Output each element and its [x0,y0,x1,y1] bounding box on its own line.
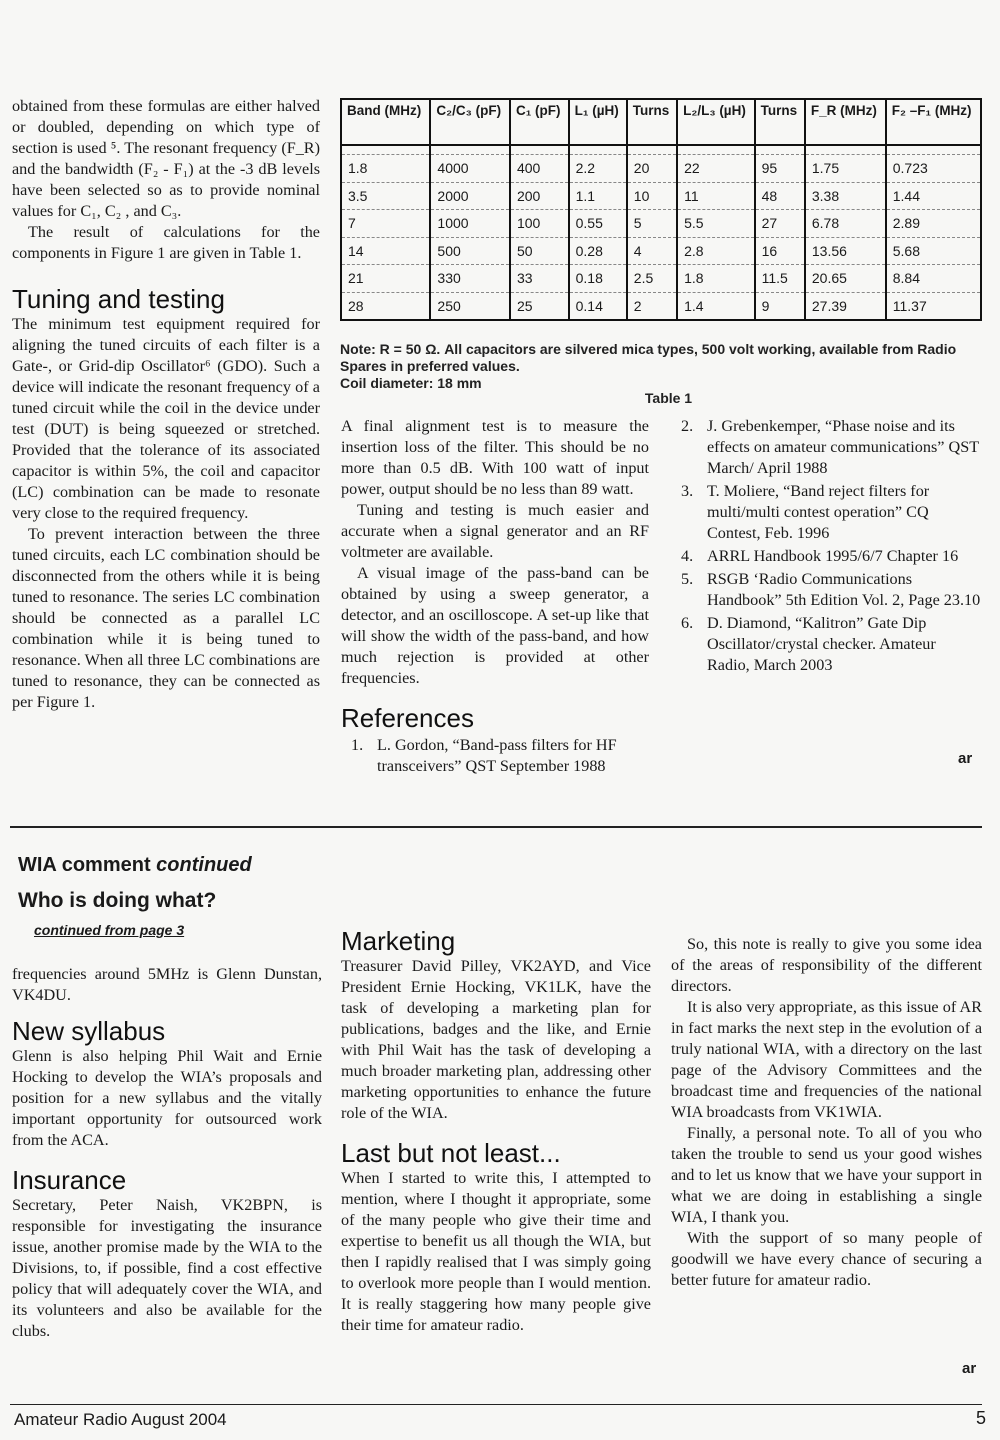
footer-magazine: Amateur Radio August 2004 [14,1410,227,1429]
table-cell: 48 [755,182,805,210]
table-cell: 33 [510,265,569,293]
reference-item [681,481,981,544]
table-cell: 1000 [430,210,510,238]
wia-end-mark: ar [962,1360,977,1377]
header-l2-l3: L₂/L₃ (µH) [677,99,755,145]
syllabus-paragraph: Glenn is also helping Phil Wait and Ernie Hocking to develop the WIA’s proposals and position for a new syllabus and the vitally important opportunity for outsourced work from the ACA. [12,1047,322,1149]
table-cell: 0.723 [886,155,981,183]
table-cell: 50 [510,237,569,265]
heading-insurance: Insurance [12,1165,127,1195]
tuning-paragraph-2: To prevent interaction between the three tuned circuits, each LC combination should be disconnected from the others while it is being tuned to resonance. The series LC combination should be connected as a parallel LC combination while it is being tuned to resonance. When all three LC combinations are tuned to resonance, they can be connected as per Figure 1. [12,525,320,711]
lower-right-column [671,934,982,1291]
table-cell: 0.28 [569,237,627,265]
table-cell: 5.68 [886,237,981,265]
table-cell: 27 [755,210,805,238]
table-cell: 250 [430,292,510,320]
table-cell: 1.1 [569,182,627,210]
table-cell: 11.37 [886,292,981,320]
header-fr: F_R (MHz) [805,99,886,145]
header-turns-2: Turns [755,99,805,145]
reference-number: 5. [681,570,694,588]
reference-number: 6. [681,614,694,632]
table-note: Note: R = 50 Ω. All capacitors are silvered mica types, 500 volt working, available from Radio Spares in preferred values. [340,341,957,374]
reference-item [681,546,981,567]
table-cell: 3.38 [805,182,886,210]
table-cell: 20 [627,155,677,183]
table-cell: 11.5 [755,265,805,293]
pass-band-paragraph: A visual image of the pass-band can be obtained by using a sweep generator, a detector, and an oscilloscope. A set-up like that will show the width of the pass-band, and how much rejection is provided at other frequencies. [341,564,649,687]
upper-right-column [681,416,981,678]
table-cell: 4000 [430,155,510,183]
tuning-paragraph-1: The minimum test equipment required for aligning the tuned circuits of each filter is a Gate-, or Grid-dip Oscillator⁶ (GDO). Such a device will indicate the resonant frequency of a tuned circuit while the coil in the device under test (DUT) is being squeezed or stretched. Provided that the tolerance of its associated capacitor is within 5%, the coil and capacitor (LC) combination can be made to resonate very close to the required frequency. [12,315,320,522]
table-row [341,182,981,210]
table-cell: 22 [677,155,755,183]
header-bandwidth: F₂ –F₁ (MHz) [886,99,981,145]
header-l1: L₁ (µH) [569,99,627,145]
heading-references: References [341,703,474,733]
signal-generator-paragraph: Tuning and testing is much easier and accurate when a signal generator and an RF voltmeter are available. [341,501,649,561]
component-table [340,98,982,321]
wia-comment-title [18,853,252,877]
table-cell: 28 [341,292,430,320]
table-cell: 95 [755,155,805,183]
table-cell: 2000 [430,182,510,210]
reference-text: J. Grebenkemper, “Phase noise and its effects on amateur communications” QST March/ April 1988 [707,417,979,477]
table-cell: 2.8 [677,237,755,265]
table-cell: 2.2 [569,155,627,183]
table-spacer-row [341,145,981,155]
heading-last-but-not-least: Last but not least... [341,1138,561,1168]
table-cell: 27.39 [805,292,886,320]
footer-rule [10,1404,982,1405]
result-paragraph: The result of calculations for the components in Figure 1 are given in Table 1. [12,223,320,262]
table-header-row [341,99,981,145]
continued-from-link[interactable]: continued from page 3 [34,922,185,938]
reference-item [681,569,981,611]
insurance-paragraph: Secretary, Peter Naish, VK2BPN, is responsible for investigating the insurance issue, another promise made by the WIA to the Divisions, to, if possible, find a cost effective policy that will adequately cover the WIA, and its volunteers and also be available for the clubs. [12,1196,322,1340]
reference-text: T. Moliere, “Band reject filters for multi/multi contest operation” CQ Contest, Feb. 1996 [707,482,930,542]
table-cell: 1.4 [677,292,755,320]
header-c1: C₁ (pF) [510,99,569,145]
wia-subtitle: Who is doing what? [18,889,217,912]
table-cell: 4 [627,237,677,265]
frequencies-paragraph: frequencies around 5MHz is Glenn Dunstan, VK4DU. [12,965,322,1004]
heading-marketing: Marketing [341,926,456,956]
table-cell: 25 [510,292,569,320]
table-cell: 10 [627,182,677,210]
header-turns-1: Turns [627,99,677,145]
alignment-paragraph: A final alignment test is to measure the insertion loss of the filter. This should be no more than 0.5 dB. With 100 watt of input power, output should be no less than 89 watt. [341,417,649,498]
lower-middle-column [341,926,651,1336]
wia-title-text: WIA comment [18,854,151,876]
table-cell: 7 [341,210,430,238]
references-list-2 [681,416,981,676]
header-c2-c3: C₂/C₃ (pF) [430,99,510,145]
table-cell: 100 [510,210,569,238]
reference-number: 4. [681,547,694,565]
table-cell: 14 [341,237,430,265]
table-cell: 8.84 [886,265,981,293]
header-band: Band (MHz) [341,99,430,145]
table-cell: 1.8 [341,155,430,183]
table-row [341,210,981,238]
table-row [341,292,981,320]
reference-number: 2. [681,417,694,435]
personal-note-paragraph: Finally, a personal note. To all of you who taken the trouble to send us your good wishes and to let us know that we have your support in what we are doing in establishing a single WIA, I thank you. [671,1124,982,1226]
reference-text: RSGB ‘Radio Communications Handbook” 5th Edition Vol. 2, Page 23.10 [707,570,981,609]
reference-number: 3. [681,482,694,500]
table-coil-diameter: Coil diameter: 18 mm [340,375,482,391]
upper-middle-column [341,416,649,779]
support-paragraph: With the support of so many people of goodwill we have every chance of securing a better future for amateur radio. [671,1229,982,1289]
table-row [341,265,981,293]
reference-text: L. Gordon, “Band-pass filters for HF transceivers” QST September 1988 [377,736,617,775]
reference-text: ARRL Handbook 1995/6/7 Chapter 16 [707,547,959,565]
table-cell: 500 [430,237,510,265]
footer-page-number: 5 [976,1408,987,1428]
table-cell: 13.56 [805,237,886,265]
reference-item [681,416,981,479]
table-cell: 2.89 [886,210,981,238]
table-cell: 1.44 [886,182,981,210]
table-cell: 3.5 [341,182,430,210]
table-row [341,155,981,183]
directory-paragraph: It is also very appropriate, as this issue of AR in fact marks the next step in the evolution of a truly national WIA, with a directory on the last page of the Advisory Committees and the broadcast time and frequencies of the national WIA broadcasts from VK1WIA. [671,998,982,1121]
table-cell: 6.78 [805,210,886,238]
table-cell: 0.18 [569,265,627,293]
wia-title-continued: continued [156,854,252,876]
heading-new-syllabus: New syllabus [12,1016,166,1046]
table-cell: 21 [341,265,430,293]
intro-paragraph: obtained from these formulas are either halved or doubled, depending on which type of section is used ⁵. The resonant frequency (F_R) and the bandwidth (F₂ - F₁) at the -3 dB levels have been selected so as to provide nominal values for C₁, C₂ , and C₃. [12,97,320,220]
table-cell: 0.14 [569,292,627,320]
references-list-1 [341,735,649,777]
article-end-mark: ar [958,750,973,767]
table-body [341,145,981,320]
table-cell: 1.75 [805,155,886,183]
table-cell: 5 [627,210,677,238]
table-1-block [340,98,985,407]
heading-tuning-and-testing: Tuning and testing [12,284,225,314]
reference-item [351,735,649,777]
table-caption: Table 1 [644,390,693,406]
table-cell: 330 [430,265,510,293]
reference-text: D. Diamond, “Kalitron” Gate Dip Oscillator/crystal checker. Amateur Radio, March 2003 [707,614,936,674]
table-cell: 11 [677,182,755,210]
table-cell: 20.65 [805,265,886,293]
table-cell: 1.8 [677,265,755,293]
table-cell: 16 [755,237,805,265]
table-cell: 400 [510,155,569,183]
last-paragraph: When I started to write this, I attempted to mention, where I thought it appropriate, some of the many people who give their time and expertise to benefit us all though the WIA, but then I rapidly realised that I was simply going to overlook more people than I would mention. It is really staggering how many people give their time for amateur radio. [341,1169,651,1334]
marketing-paragraph: Treasurer David Pilley, VK2AYD, and Vice President Ernie Hocking, VK1LK, have the task of developing a marketing plan for publications, badges and the like, and Ernie with Phil Wait has the task of developing a much broader marketing plan, addressing other marketing opportunities to enhance the future role of the WIA. [341,957,651,1122]
table-row [341,237,981,265]
table-cell: 2 [627,292,677,320]
table-cell: 2.5 [627,265,677,293]
table-cell: 0.55 [569,210,627,238]
table-cell: 200 [510,182,569,210]
upper-left-column [12,96,320,713]
article-divider [10,826,982,828]
lower-left-column [12,964,322,1342]
directors-paragraph: So, this note is really to give you some idea of the areas of responsibility of the different directors. [671,935,982,995]
table-cell: 5.5 [677,210,755,238]
table-cell: 9 [755,292,805,320]
reference-item [681,613,981,676]
reference-number: 1. [351,736,364,754]
